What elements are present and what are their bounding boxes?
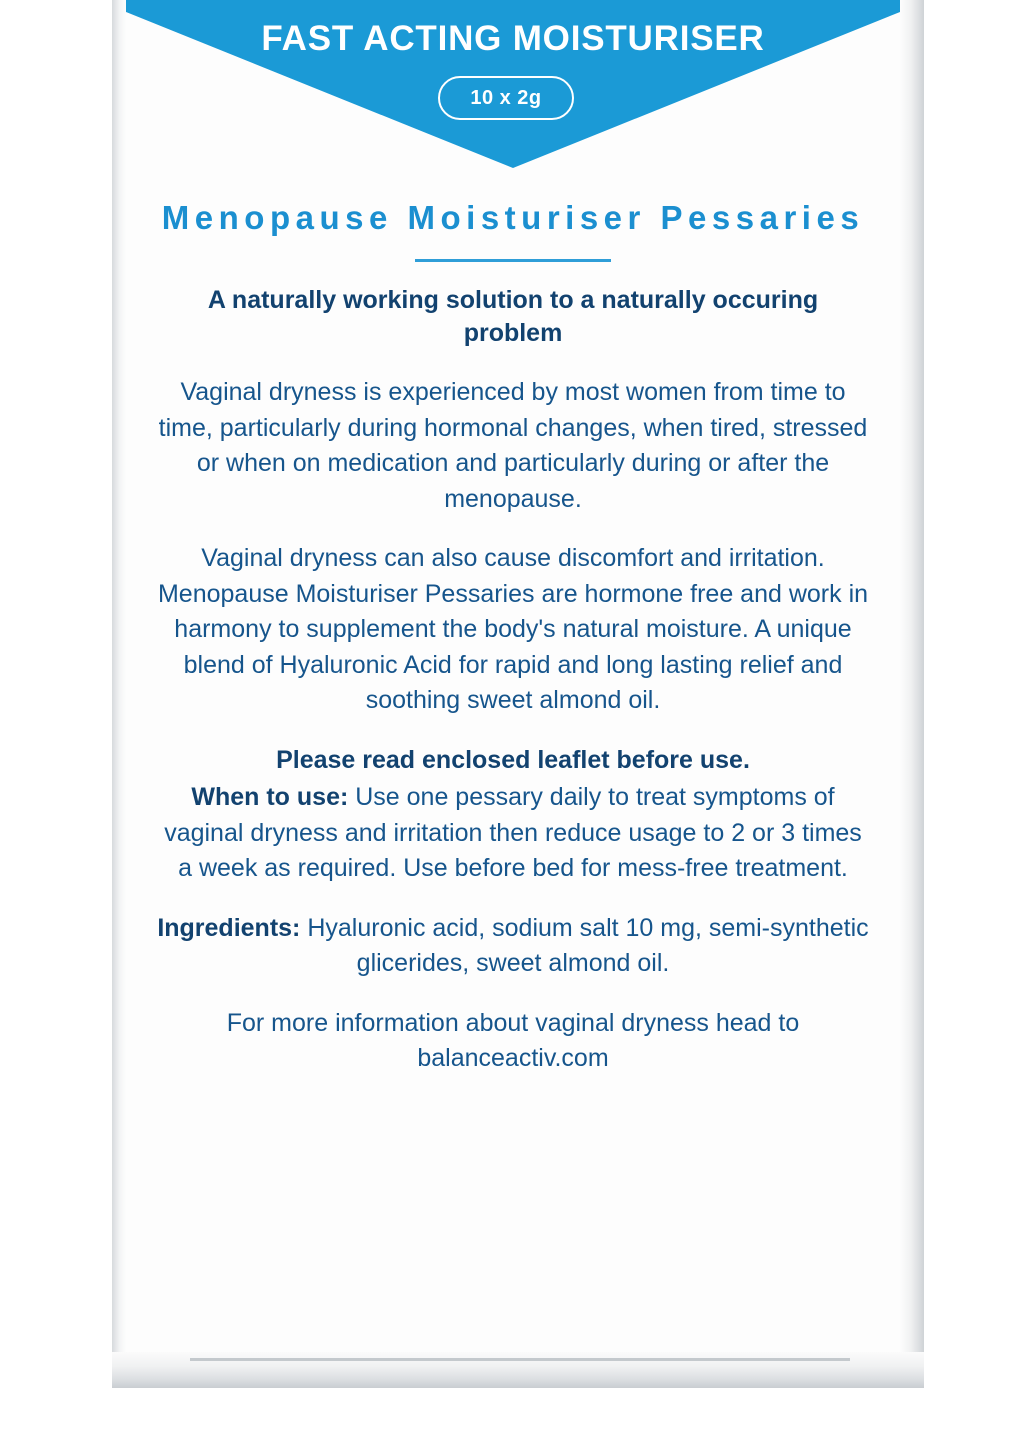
more-information-text: For more information about vaginal dryness head to — [226, 1008, 800, 1037]
description-paragraph-1: Vaginal dryness is experienced by most women from time to time, particularly during hormonal changes, when tired, stressed or when on medication and particularly during or after the menopause. — [158, 378, 868, 513]
pack-size-badge: 10 x 2g — [438, 76, 574, 120]
when-to-use-text: Use one pessary daily to treat symptoms of vaginal dryness and irritation then reduce usage to 2 or 3 times a week as required. Use before bed for mess-free treatment. — [164, 783, 862, 883]
carton-left-edge — [112, 0, 126, 1388]
more-information — [150, 1006, 876, 1077]
description-paragraph-2: Vaginal dryness can also cause discomfort and irritation. Menopause Moisturiser Pessaries are hormone free and work in harmony to supplement the body's natural moisture. A unique blend of Hyaluronic Acid for rapid and long lasting relief and soothing sweet almond oil. — [157, 544, 869, 715]
carton-bottom-seam — [190, 1358, 850, 1361]
divider — [415, 259, 611, 262]
leaflet-notice: Please read enclosed leaflet before use. — [276, 745, 750, 774]
front-panel — [150, 196, 876, 1101]
tagline: A naturally working solution to a naturally occuring problem — [207, 285, 819, 348]
banner-title: FAST ACTING MOISTURISER — [261, 19, 765, 58]
ingredients-text: Hyaluronic acid, sodium salt 10 mg, semi-synthetic glicerides, sweet almond oil. — [300, 913, 869, 978]
ingredients — [150, 911, 876, 982]
when-to-use — [150, 780, 876, 887]
website-url: balanceactiv.com — [417, 1044, 609, 1073]
ingredients-label: Ingredients: — [157, 913, 301, 942]
carton-right-edge — [900, 0, 924, 1388]
when-to-use-label: When to use: — [191, 783, 349, 812]
product-name: Menopause Moisturiser Pessaries — [161, 199, 865, 236]
